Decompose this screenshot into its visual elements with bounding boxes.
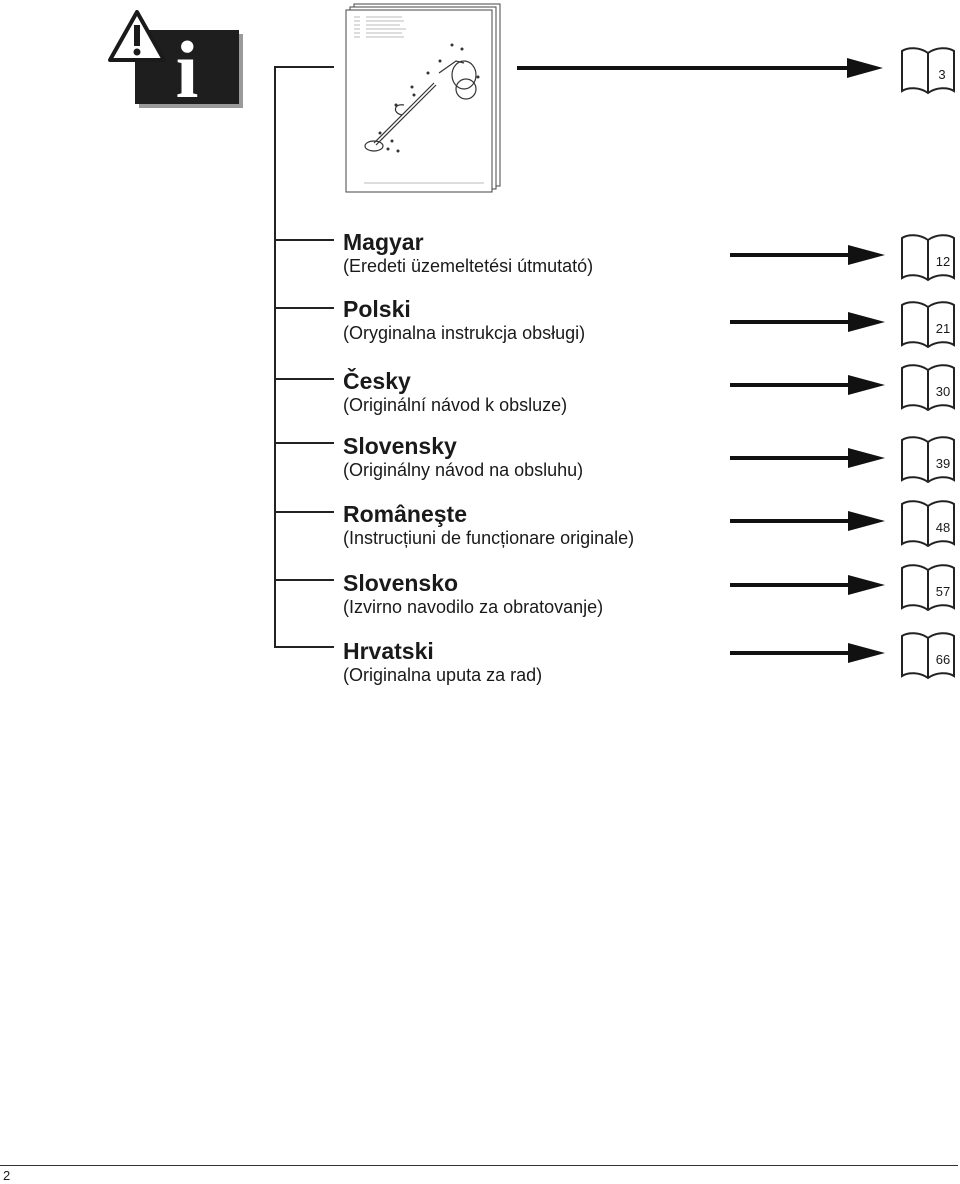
arrow-right-icon [730,511,885,531]
connector-branch [274,646,334,648]
arrow-right-icon [730,245,885,265]
page-number: 2 [3,1168,11,1183]
arrow-right-icon [730,448,885,468]
page-ref: 39 [935,456,951,471]
arrow-right-icon [730,575,885,595]
language-subtitle: (Originálny návod na obsluhu) [343,460,584,480]
connector-trunk [274,66,276,648]
book-page-link[interactable] [900,299,956,349]
language-entry[interactable] [343,368,567,416]
language-subtitle: (Izvirno navodilo za obratovanje) [343,597,604,617]
language-entry[interactable] [343,501,634,549]
language-entry[interactable] [343,638,542,686]
language-name: Hrvatski [343,638,434,664]
connector-branch [274,511,334,513]
language-subtitle: (Eredeti üzemeltetési útmutató) [343,256,594,276]
language-name: Česky [343,368,411,394]
connector-branch [274,579,334,581]
book-overview[interactable] [900,45,956,95]
connector-branch [274,239,334,241]
arrow-right-icon [730,375,885,395]
footer-rule [0,1165,958,1166]
book-page-link[interactable] [900,362,956,412]
arrow-overview-icon [517,58,883,78]
warning-info-symbol [108,10,246,110]
language-entry[interactable] [343,296,585,344]
language-name: Româneşte [343,501,467,527]
book-page-link[interactable] [900,232,956,282]
language-entry[interactable] [343,229,593,277]
connector-branch-overview [274,66,334,68]
arrow-right-icon [730,643,885,663]
book-page-link[interactable] [900,498,956,548]
language-name: Slovensko [343,570,459,596]
language-subtitle: (Oryginalna instrukcja obsługi) [343,323,586,343]
book-page-link[interactable] [900,434,956,484]
language-name: Slovensky [343,433,457,459]
page-ref: 48 [935,520,951,535]
connector-branch [274,307,334,309]
manual-thumbnail [344,3,504,195]
language-subtitle: (Originální návod k obsluze) [343,395,568,415]
page-ref: 12 [935,254,951,269]
language-name: Magyar [343,229,424,255]
svg-text:i: i [175,24,199,110]
connector-branch [274,442,334,444]
page-ref: 30 [935,384,951,399]
page-ref: 57 [935,584,951,599]
book-page-link[interactable] [900,630,956,680]
language-entry[interactable] [343,433,583,481]
language-subtitle: (Originalna uputa za rad) [343,665,543,685]
arrow-right-icon [730,312,885,332]
language-subtitle: (Instrucțiuni de funcționare originale) [343,528,635,548]
page-ref: 21 [935,321,951,336]
language-entry[interactable] [343,570,603,618]
page-ref: 3 [938,67,946,82]
language-name: Polski [343,296,411,322]
page-ref: 66 [935,652,951,667]
connector-branch [274,378,334,380]
book-page-link[interactable] [900,562,956,612]
